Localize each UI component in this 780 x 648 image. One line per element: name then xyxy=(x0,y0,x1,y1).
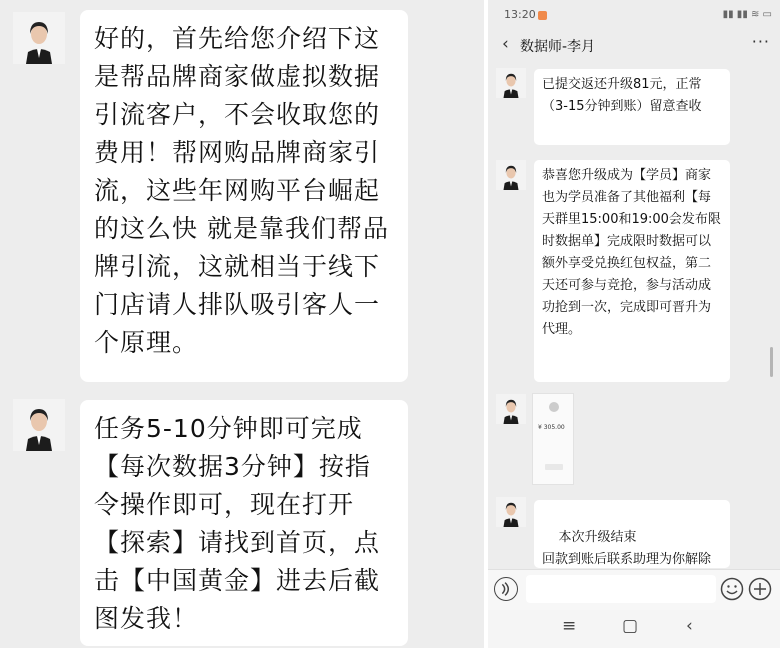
avatar[interactable] xyxy=(13,399,65,451)
back-icon[interactable]: ‹ xyxy=(686,616,693,636)
message-input[interactable] xyxy=(526,575,716,603)
message-text: 任务5-10分钟即可完成【每次数据3分钟】按指令操作即可，现在打开【探索】请找到首页，点击【中国黄金】进去后截图发我！ xyxy=(94,414,381,633)
avatar[interactable] xyxy=(496,160,526,190)
system-nav-bar xyxy=(488,610,780,648)
menu-icon[interactable]: ≡ xyxy=(562,616,577,636)
avatar[interactable] xyxy=(496,68,526,98)
image-message[interactable] xyxy=(532,393,574,485)
avatar[interactable] xyxy=(496,394,526,424)
image-amount: ¥ 305.00 xyxy=(538,424,565,431)
thumb-button xyxy=(545,464,563,470)
scrollbar[interactable] xyxy=(770,347,773,377)
back-button[interactable]: ‹ xyxy=(502,34,509,54)
thumb-avatar xyxy=(549,402,559,412)
message-text: 恭喜您升级成为【学员】商家也为学员准备了其他福利【每天群里15:00和19:00会发布限时数据单】完成限时数据可以额外享受兑换红包权益，第二天还可参与竞抢，参与活动成功抢到一次，完成即可晋升为代理。 xyxy=(542,168,721,337)
phone-chat-screen xyxy=(488,0,780,648)
status-time: 13:20 xyxy=(504,8,536,21)
avatar[interactable] xyxy=(13,12,65,64)
emoji-icon[interactable] xyxy=(720,577,744,601)
message-bubble xyxy=(80,400,408,646)
voice-icon[interactable] xyxy=(494,577,518,601)
message-bubble xyxy=(534,69,730,145)
more-button[interactable]: ··· xyxy=(751,32,770,51)
message-bubble xyxy=(80,10,408,382)
chat-header xyxy=(488,32,780,60)
chat-title: 数据师-李月 xyxy=(520,39,596,55)
message-bubble xyxy=(534,160,730,382)
plus-icon[interactable] xyxy=(748,577,772,601)
message-bubble xyxy=(534,500,730,568)
message-text: 本次升级结束 回款到账后联系助理为你解除 xyxy=(542,530,712,567)
notification-icon xyxy=(538,11,547,20)
status-indicators: ▮▮ ▮▮ ≋ ▭ xyxy=(722,9,772,20)
message-text: 好的，首先给您介绍下这是帮品牌商家做虚拟数据引流客户，不会收取您的费用！帮网购品牌商家引流，这些年网购平台崛起的这么快 就是靠我们帮品牌引流，这就相当于线下门店请人排队吸引客人一个原理。 xyxy=(94,24,389,357)
status-bar xyxy=(488,0,780,32)
avatar[interactable] xyxy=(496,497,526,527)
input-bar xyxy=(488,569,780,610)
message-text: 已提交返还升级81元，正常（3-15分钟到账）留意查收 xyxy=(542,77,702,114)
home-icon[interactable]: ▢ xyxy=(622,616,639,636)
